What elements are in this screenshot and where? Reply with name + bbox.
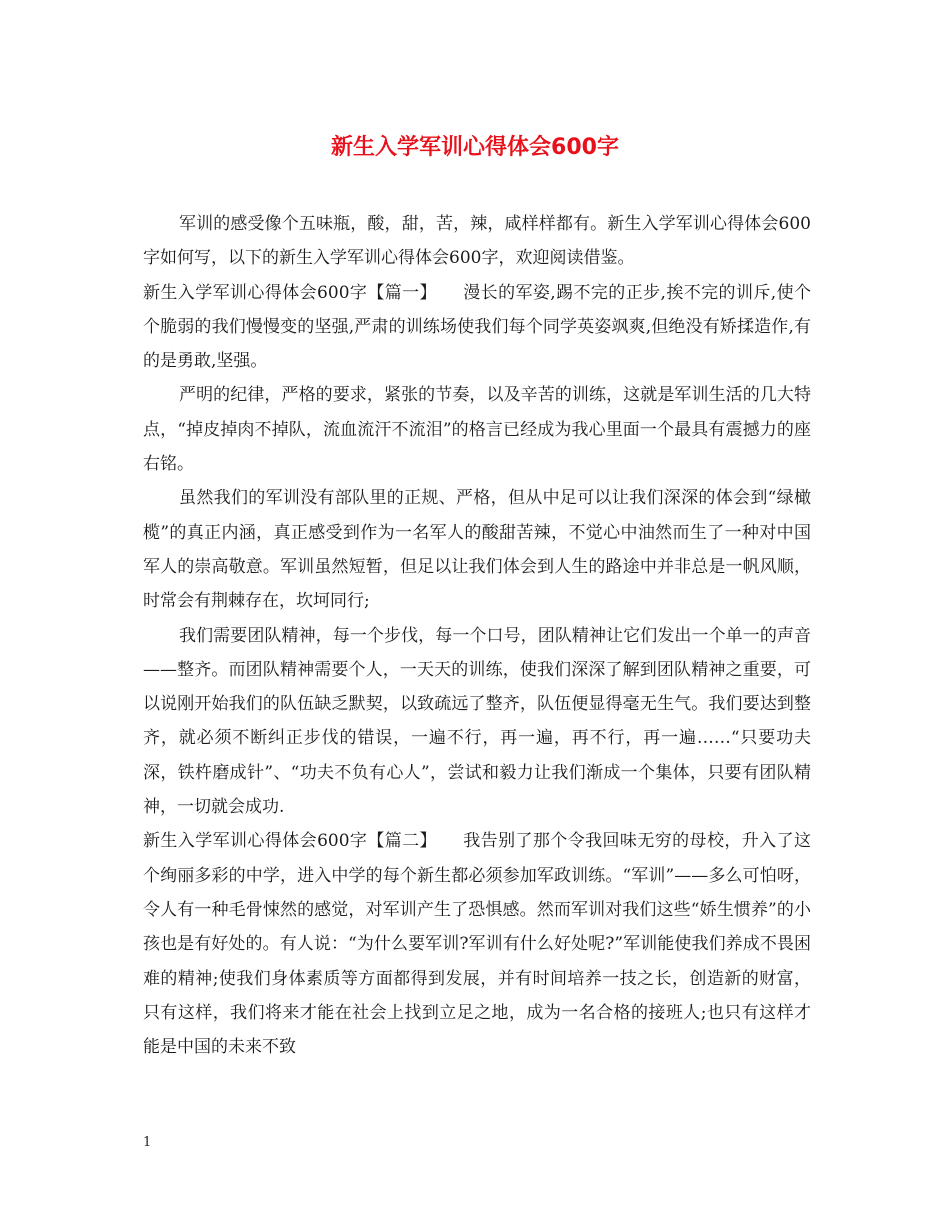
paragraph-discipline: 严明的纪律，严格的要求，紧张的节奏，以及辛苦的训练，这就是军训生活的几大特点，“掉皮掉肉不掉队，流血流汗不流泪”的格言已经成为我心里面一个最具有震撼力的座右铭。 <box>143 385 811 475</box>
paragraph-olive-green: 虽然我们的军训没有部队里的正规、严格，但从中足可以让我们深深的体会到“绿橄榄”的真正内涵，真正感受到作为一名军人的酸甜苦辣，不觉心中油然而生了一种对中国军人的崇高敬意。军训虽然短暂，但足以让我们体会到人生的路途中并非总是一帆风顺，时常会有荆棘存在，坎坷同行; <box>143 488 811 612</box>
page-number: 1 <box>143 1135 152 1150</box>
paragraph-team-spirit: 我们需要团队精神，每一个步伐，每一个口号，团队精神让它们发出一个单一的声音——整齐。而团队精神需要个人，一天天的训练，使我们深深了解到团队精神之重要，可以说刚开始我们的队伍缺乏默契，以致疏远了整齐，队伍便显得毫无生气。我们要达到整齐，就必须不断纠正步伐的错误，一遍不行，再一遍，再不行，再一遍……“只要功夫深，铁杵磨成针”、“功夫不负有心人”，尝试和毅力让我们渐成一个集体，只要有团队精神，一切就会成功. <box>143 625 811 818</box>
document-title: 新生入学军训心得体会600字 <box>331 135 619 160</box>
document-body <box>143 207 811 1064</box>
paragraph-section-one: 新生入学军训心得体会600字【篇一】 漫长的军姿,踢不完的正步,挨不完的训斥,使个个脆弱的我们慢慢变的坚强,严肃的训练场使我们每个同学英姿飒爽,但绝没有矫揉造作,有的是勇敢,坚强。 <box>143 282 811 372</box>
paragraph-intro: 军训的感受像个五味瓶，酸，甜，苦，辣，咸样样都有。新生入学军训心得体会600字如何写，以下的新生入学军训心得体会600字，欢迎阅读借鉴。 <box>143 214 811 269</box>
paragraph-section-two: 新生入学军训心得体会600字【篇二】 我告别了那个令我回味无穷的母校，升入了这个绚丽多彩的中学，进入中学的每个新生都必须参加军政训练。“军训”——多么可怕呀，令人有一种毛骨悚然的感觉，对军训产生了恐惧感。然而军训对我们这些“娇生惯养”的小孩也是有好处的。有人说：“为什么要军训?军训有什么好处呢?”军训能使我们养成不畏困难的精神;使我们身体素质等方面都得到发展，并有时间培养一技之长，创造新的财富，只有这样，我们将来才能在社会上找到立足之地，成为一名合格的接班人;也只有这样才能是中国的未来不致 <box>143 831 811 1058</box>
